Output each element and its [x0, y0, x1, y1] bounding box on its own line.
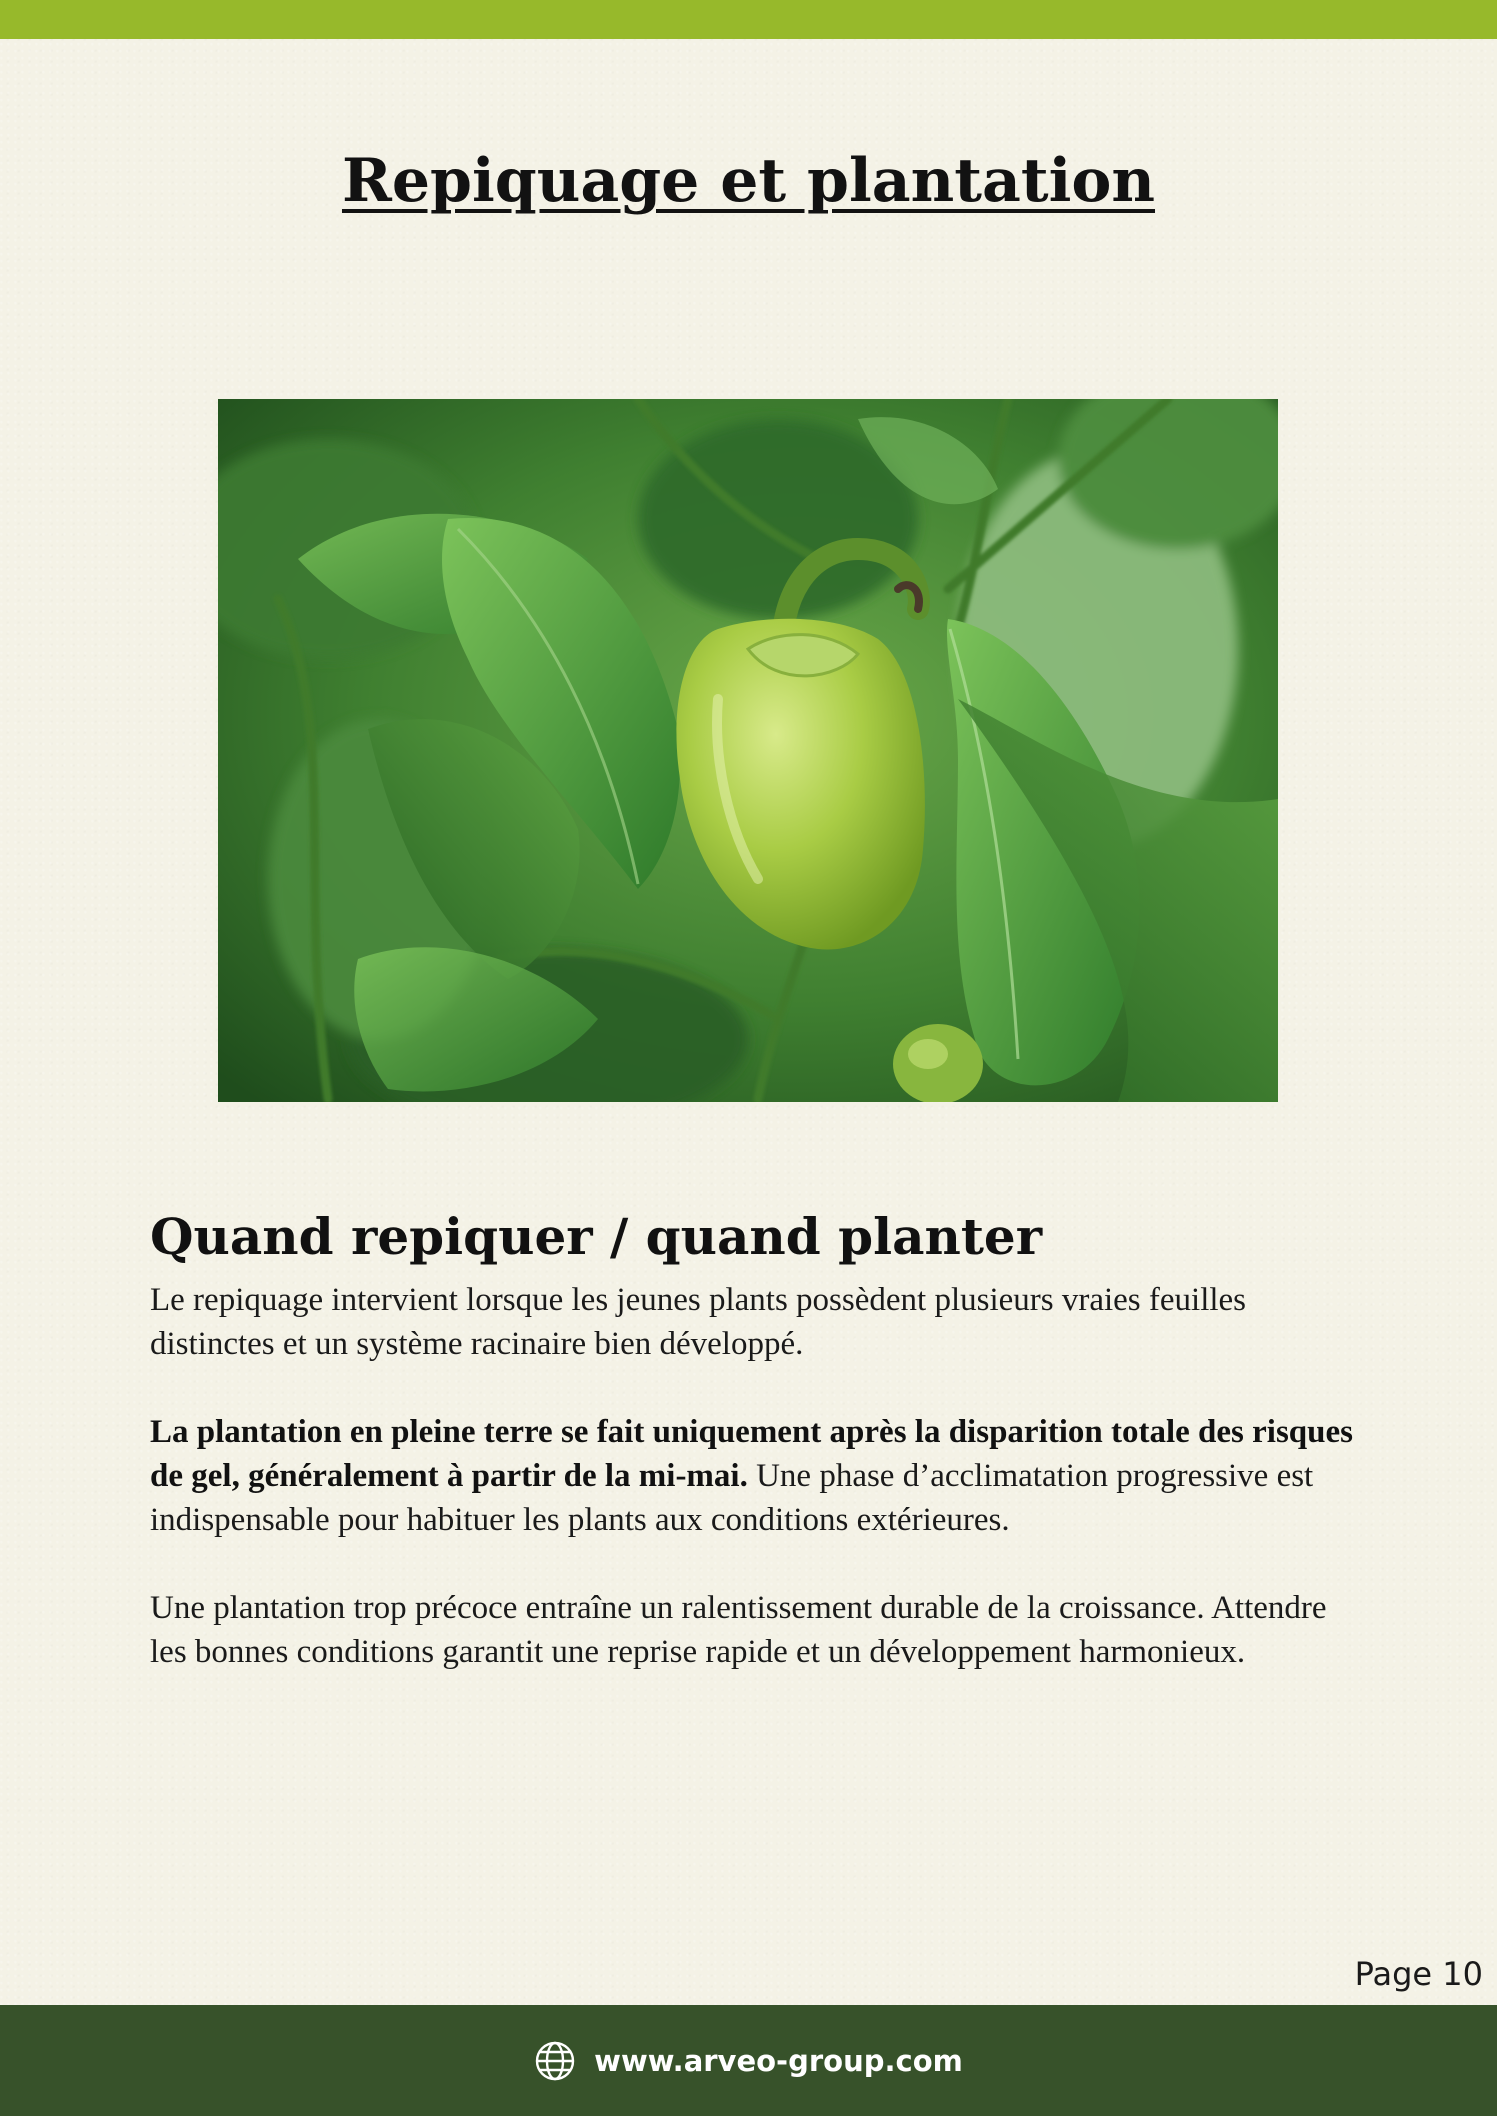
paragraph-planting-text: Une phase d’acclimatation progressive est indispensable pour habituer les plants aux conditions extérieures. [150, 1458, 1314, 1538]
page-number: Page 10 [1354, 1955, 1483, 1993]
paragraph-transplanting: Le repiquage intervient lorsque les jeunes plants possèdent plusieurs vraies feuilles distinctes et un système racinaire bien développé. [150, 1282, 1247, 1362]
section-heading: Quand repiquer / quand planter [150, 1207, 1043, 1266]
top-accent-bar [0, 0, 1497, 39]
paragraph-planting [150, 1410, 1360, 1542]
paragraph-early-planting: Une plantation trop précoce entraîne un ralentissement durable de la croissance. Attendre les bonnes conditions garantit une reprise rapide et un développement harmonieux. [150, 1590, 1327, 1670]
planting-section [150, 1204, 1360, 1718]
paragraph-planting-emphasis: La plantation en pleine terre se fait uniquement après la disparition totale des risques de gel, généralement à partir de la mi-mai. [150, 1414, 1353, 1494]
footer [0, 2005, 1497, 2116]
page-title: Repiquage et plantation [341, 146, 1156, 216]
globe-icon [534, 2040, 576, 2082]
pepper-plant-photo [218, 399, 1278, 1102]
website-link[interactable] [534, 2040, 963, 2082]
website-url: www.arveo-group.com [594, 2043, 963, 2078]
